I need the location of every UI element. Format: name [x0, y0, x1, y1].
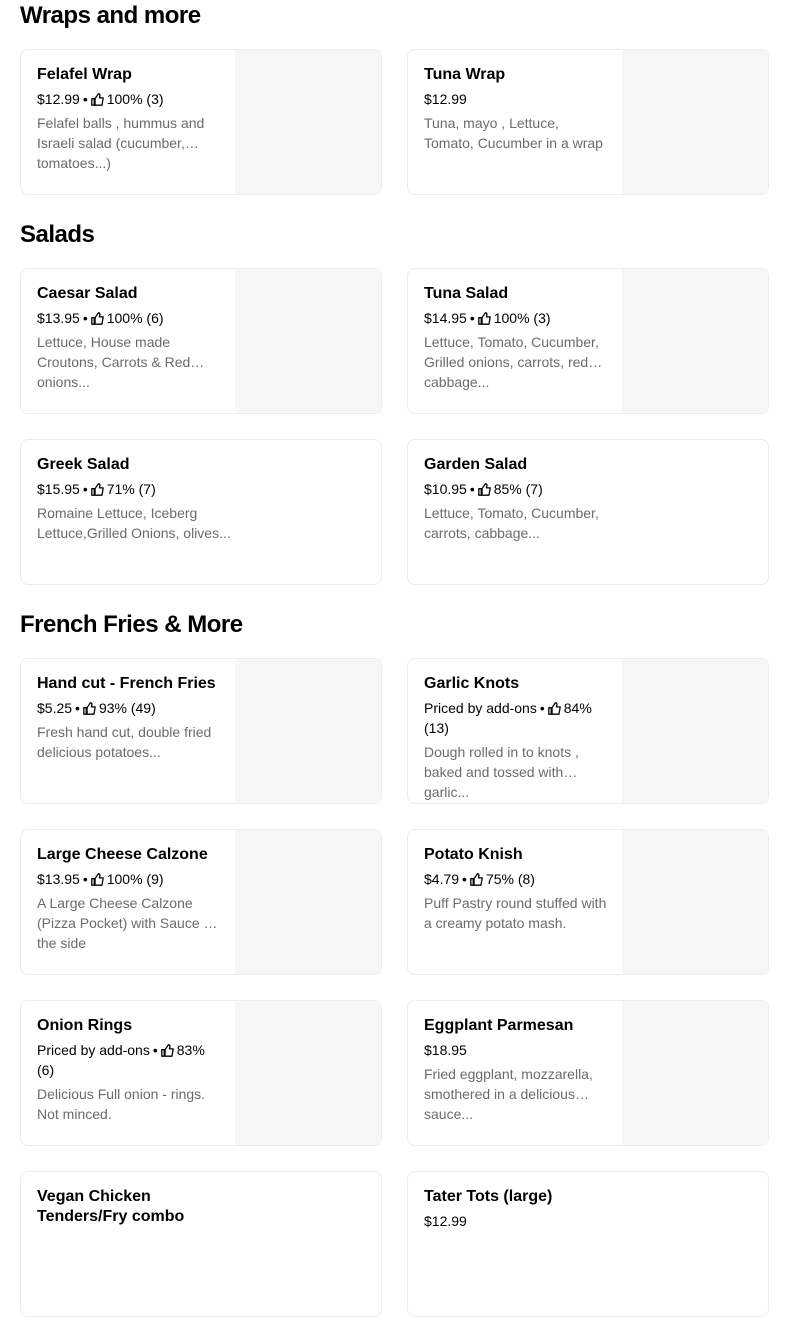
- thumbs-up-icon: [91, 873, 104, 886]
- menu-item-body: [37, 845, 223, 951]
- menu-item-name: Garden Salad: [424, 456, 528, 473]
- menu-item-card[interactable]: [20, 49, 382, 195]
- menu-item-price: $5.25: [37, 700, 73, 716]
- menu-item-body: [37, 1016, 223, 1124]
- menu-item-description: Lettuce, House made Croutons, Carrots & Red onions...: [37, 334, 191, 390]
- thumbs-up-icon: [470, 873, 483, 886]
- menu-item-meta: [424, 308, 610, 328]
- menu-item-rating: 93% (49): [98, 700, 156, 716]
- menu-item-name: Tater Tots (large): [424, 1188, 553, 1205]
- menu-item-image: [622, 269, 768, 413]
- menu-item-description: Felafel balls , hummus and Israeli salad (cucumber, tomatoes...): [37, 115, 205, 171]
- thumbs-up-icon: [478, 312, 491, 325]
- menu-item-card[interactable]: [20, 829, 382, 975]
- menu-item-card[interactable]: [407, 1171, 769, 1317]
- menu-item-card[interactable]: [407, 268, 769, 414]
- menu-item-body: [37, 455, 237, 543]
- menu-item-image: [235, 1001, 381, 1145]
- menu-item-name: Potato Knish: [424, 846, 523, 863]
- menu-item-price: $13.95: [37, 871, 80, 887]
- menu-item-card[interactable]: [20, 658, 382, 804]
- menu-item-card[interactable]: [20, 268, 382, 414]
- menu-item-price: $13.95: [37, 310, 80, 326]
- thumbs-up-icon: [83, 702, 96, 715]
- menu-item-description: Lettuce, Tomato, Cucumber, carrots, cabbage...: [424, 505, 599, 541]
- menu-item-meta: [424, 1211, 624, 1231]
- menu-item-body: [424, 1187, 624, 1231]
- menu-item-rating: 85% (7): [493, 481, 543, 497]
- separator-dot: •: [469, 310, 475, 326]
- menu-item-name: Caesar Salad: [37, 285, 138, 302]
- separator-dot: •: [152, 1042, 158, 1058]
- menu-item-price: $10.95: [424, 481, 467, 497]
- menu-item-body: [424, 284, 610, 390]
- menu-item-price: Priced by add-ons: [424, 700, 537, 716]
- menu-item-meta: [37, 1040, 223, 1080]
- menu-item-image: [235, 830, 381, 974]
- menu-item-body: [424, 674, 610, 800]
- section-title-salads: Salads: [20, 221, 95, 248]
- menu-item-meta: [424, 89, 610, 109]
- menu-item-price: $4.79: [424, 871, 460, 887]
- menu-item-description: Delicious Full onion - rings. Not minced.: [37, 1086, 206, 1122]
- thumbs-up-icon: [161, 1044, 174, 1057]
- menu-item-name: Large Cheese Calzone: [37, 846, 208, 863]
- menu-item-rating: 100% (3): [493, 310, 551, 326]
- menu-item-image: [235, 269, 381, 413]
- thumbs-up-icon: [91, 312, 104, 325]
- thumbs-up-icon: [91, 483, 104, 496]
- menu-item-body: [424, 845, 610, 933]
- menu-item-card[interactable]: [407, 49, 769, 195]
- separator-dot: •: [469, 481, 475, 497]
- menu-item-rating: 71% (7): [106, 481, 156, 497]
- menu-item-image: [235, 659, 381, 803]
- separator-dot: •: [82, 871, 88, 887]
- section-title-fries: French Fries & More: [20, 611, 243, 638]
- menu-item-name: Tuna Wrap: [424, 66, 506, 83]
- menu-item-price: $12.99: [424, 1213, 467, 1229]
- menu-item-price: $14.95: [424, 310, 467, 326]
- menu-item-name: Felafel Wrap: [37, 66, 132, 83]
- menu-item-meta: [37, 698, 223, 718]
- menu-item-description: Fresh hand cut, double fried delicious potatoes...: [37, 724, 212, 760]
- separator-dot: •: [462, 871, 467, 887]
- menu-item-card[interactable]: [407, 829, 769, 975]
- menu-item-rating: 84% (13): [424, 700, 592, 736]
- menu-item-card[interactable]: [20, 1000, 382, 1146]
- menu-item-meta: [424, 698, 610, 738]
- menu-item-body: [424, 455, 624, 543]
- menu-item-description: A Large Cheese Calzone (Pizza Pocket) with Sauce on the side: [37, 895, 220, 951]
- thumbs-up-icon: [548, 702, 561, 715]
- menu-item-description: Puff Pastry round stuffed with a creamy potato mash.: [424, 895, 607, 931]
- menu-item-description: Romaine Lettuce, Iceberg Lettuce,Grilled Onions, olives...: [37, 505, 231, 541]
- menu-item-meta: [424, 869, 610, 889]
- menu-item-image: [622, 50, 768, 194]
- menu-item-rating: 100% (3): [106, 91, 164, 107]
- menu-item-meta: [424, 479, 624, 499]
- menu-item-price: $12.99: [37, 91, 80, 107]
- menu-item-rating: 75% (8): [485, 871, 535, 887]
- menu-item-rating: 83% (6): [37, 1042, 205, 1078]
- menu-item-description: Lettuce, Tomato, Cucumber, Grilled onions, carrots, red cabbage...: [424, 334, 599, 390]
- menu-item-name: Vegan Chicken Tenders/Fry combo: [37, 1188, 185, 1225]
- menu-item-price: $18.95: [424, 1042, 467, 1058]
- menu-item-name: Onion Rings: [37, 1017, 133, 1034]
- menu-item-meta: [37, 869, 223, 889]
- menu-item-price: Priced by add-ons: [37, 1042, 150, 1058]
- menu-item-meta: [37, 308, 223, 328]
- thumbs-up-icon: [91, 93, 104, 106]
- menu-item-image: [622, 659, 768, 803]
- menu-item-body: [424, 65, 610, 153]
- menu-item-card[interactable]: [407, 439, 769, 585]
- menu-item-description: Tuna, mayo , Lettuce, Tomato, Cucumber in a wrap: [424, 115, 603, 151]
- menu-item-meta: [37, 479, 237, 499]
- menu-item-meta: [37, 89, 223, 109]
- separator-dot: •: [82, 91, 88, 107]
- menu-item-rating: 100% (9): [106, 871, 164, 887]
- menu-item-meta: [424, 1040, 610, 1060]
- menu-item-card[interactable]: [407, 658, 769, 804]
- separator-dot: •: [82, 310, 88, 326]
- separator-dot: •: [539, 700, 545, 716]
- menu-item-rating: 100% (6): [106, 310, 164, 326]
- menu-item-price: $15.95: [37, 481, 80, 497]
- menu-item-description: Fried eggplant, mozzarella, smothered in a delicious sauce...: [424, 1066, 593, 1122]
- separator-dot: •: [82, 481, 88, 497]
- menu-item-body: [37, 1187, 237, 1227]
- menu-item-card[interactable]: [20, 439, 382, 585]
- menu-item-price: $12.99: [424, 91, 467, 107]
- menu-item-body: [37, 674, 223, 762]
- menu-item-body: [37, 65, 223, 171]
- menu-item-name: Hand cut - French Fries: [37, 675, 216, 692]
- thumbs-up-icon: [478, 483, 491, 496]
- menu-item-description: Dough rolled in to knots , baked and tossed with garlic...: [424, 744, 579, 800]
- menu-item-name: Garlic Knots: [424, 675, 520, 692]
- menu-item-image: [622, 830, 768, 974]
- menu-item-image: [622, 1001, 768, 1145]
- menu-item-body: [424, 1016, 610, 1122]
- menu-item-body: [37, 284, 223, 390]
- section-title-wraps: Wraps and more: [20, 2, 201, 29]
- menu-item-name: Greek Salad: [37, 456, 130, 473]
- menu-item-name: Eggplant Parmesan: [424, 1017, 574, 1034]
- menu-item-card[interactable]: [407, 1000, 769, 1146]
- menu-item-name: Tuna Salad: [424, 285, 509, 302]
- menu-item-image: [235, 50, 381, 194]
- separator-dot: •: [75, 700, 80, 716]
- menu-item-card[interactable]: [20, 1171, 382, 1317]
